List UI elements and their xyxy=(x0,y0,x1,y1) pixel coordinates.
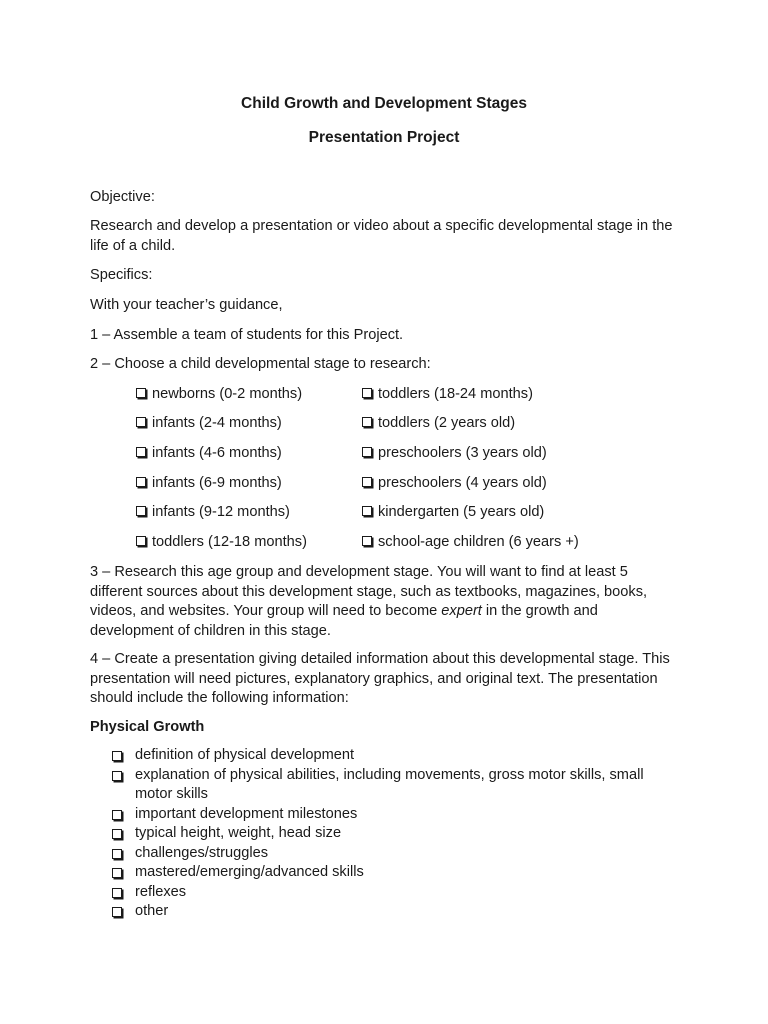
step-4: 4 – Create a presentation giving detailed information about this developmental stage. This presentation will need pictures, explanatory graphics, and original text. The presentation should include the following information: xyxy=(90,651,670,706)
checkbox-icon[interactable] xyxy=(112,849,122,859)
stage-option[interactable]: infants (4-6 months) xyxy=(136,444,282,464)
checkbox-icon[interactable] xyxy=(112,868,122,878)
checkbox-icon[interactable] xyxy=(362,536,372,546)
stage-option[interactable]: school-age children (6 years +) xyxy=(362,533,579,553)
checkbox-icon[interactable] xyxy=(112,771,122,781)
step-2: 2 – Choose a child developmental stage to research: xyxy=(90,356,431,372)
objective-label: Objective: xyxy=(90,189,155,205)
checkbox-icon[interactable] xyxy=(136,477,146,487)
list-item[interactable]: explanation of physical abilities, including movements, gross motor skills, small motor skills xyxy=(112,766,682,805)
checkbox-icon[interactable] xyxy=(362,388,372,398)
checkbox-icon[interactable] xyxy=(136,536,146,546)
stage-option[interactable]: infants (6-9 months) xyxy=(136,474,282,494)
physical-growth-heading: Physical Growth xyxy=(90,719,205,735)
stage-option[interactable]: toddlers (12-18 months) xyxy=(136,533,307,553)
step-3: 3 – Research this age group and development stage. You will want to find at least 5 different sources about this development stage, such as textbooks, magazines, books, videos, and websites. Your group will need to become expert in the growth and development of children in this stage. xyxy=(90,564,648,639)
stage-option[interactable]: infants (2-4 months) xyxy=(136,414,282,434)
specifics-label: Specifics: xyxy=(90,267,153,283)
checkbox-icon[interactable] xyxy=(362,506,372,516)
step-1: 1 – Assemble a team of students for this Project. xyxy=(90,327,404,343)
document-title: Child Growth and Development Stages xyxy=(241,95,527,112)
checkbox-icon[interactable] xyxy=(112,810,122,820)
checkbox-icon[interactable] xyxy=(362,477,372,487)
stage-option[interactable]: newborns (0-2 months) xyxy=(136,385,302,405)
stage-option[interactable]: toddlers (2 years old) xyxy=(362,414,515,434)
checkbox-icon[interactable] xyxy=(362,447,372,457)
list-item[interactable]: important development milestones xyxy=(112,805,682,825)
checkbox-icon[interactable] xyxy=(136,447,146,457)
stage-option[interactable]: preschoolers (3 years old) xyxy=(362,444,547,464)
stage-option[interactable]: kindergarten (5 years old) xyxy=(362,503,544,523)
checkbox-icon[interactable] xyxy=(112,888,122,898)
expert-emphasis: expert xyxy=(441,603,482,619)
checkbox-icon[interactable] xyxy=(112,751,122,761)
objective-text: Research and develop a presentation or video about a specific developmental stage in the life of a child. xyxy=(90,218,673,254)
list-item[interactable]: mastered/emerging/advanced skills xyxy=(112,863,682,883)
physical-growth-list xyxy=(112,746,682,922)
checkbox-icon[interactable] xyxy=(136,388,146,398)
list-item[interactable]: definition of physical development xyxy=(112,746,682,766)
list-item[interactable]: challenges/struggles xyxy=(112,844,682,864)
list-item[interactable]: typical height, weight, head size xyxy=(112,824,682,844)
list-item[interactable]: other xyxy=(112,902,682,922)
checkbox-icon[interactable] xyxy=(136,506,146,516)
checkbox-icon[interactable] xyxy=(112,829,122,839)
guidance-text: With your teacher’s guidance, xyxy=(90,297,283,313)
stage-option[interactable]: infants (9-12 months) xyxy=(136,503,290,523)
checkbox-icon[interactable] xyxy=(112,907,122,917)
document-subtitle: Presentation Project xyxy=(308,129,460,146)
stage-option[interactable]: toddlers (18-24 months) xyxy=(362,385,533,405)
list-item[interactable]: reflexes xyxy=(112,883,682,903)
stage-option[interactable]: preschoolers (4 years old) xyxy=(362,474,547,494)
checkbox-icon[interactable] xyxy=(136,417,146,427)
checkbox-icon[interactable] xyxy=(362,417,372,427)
